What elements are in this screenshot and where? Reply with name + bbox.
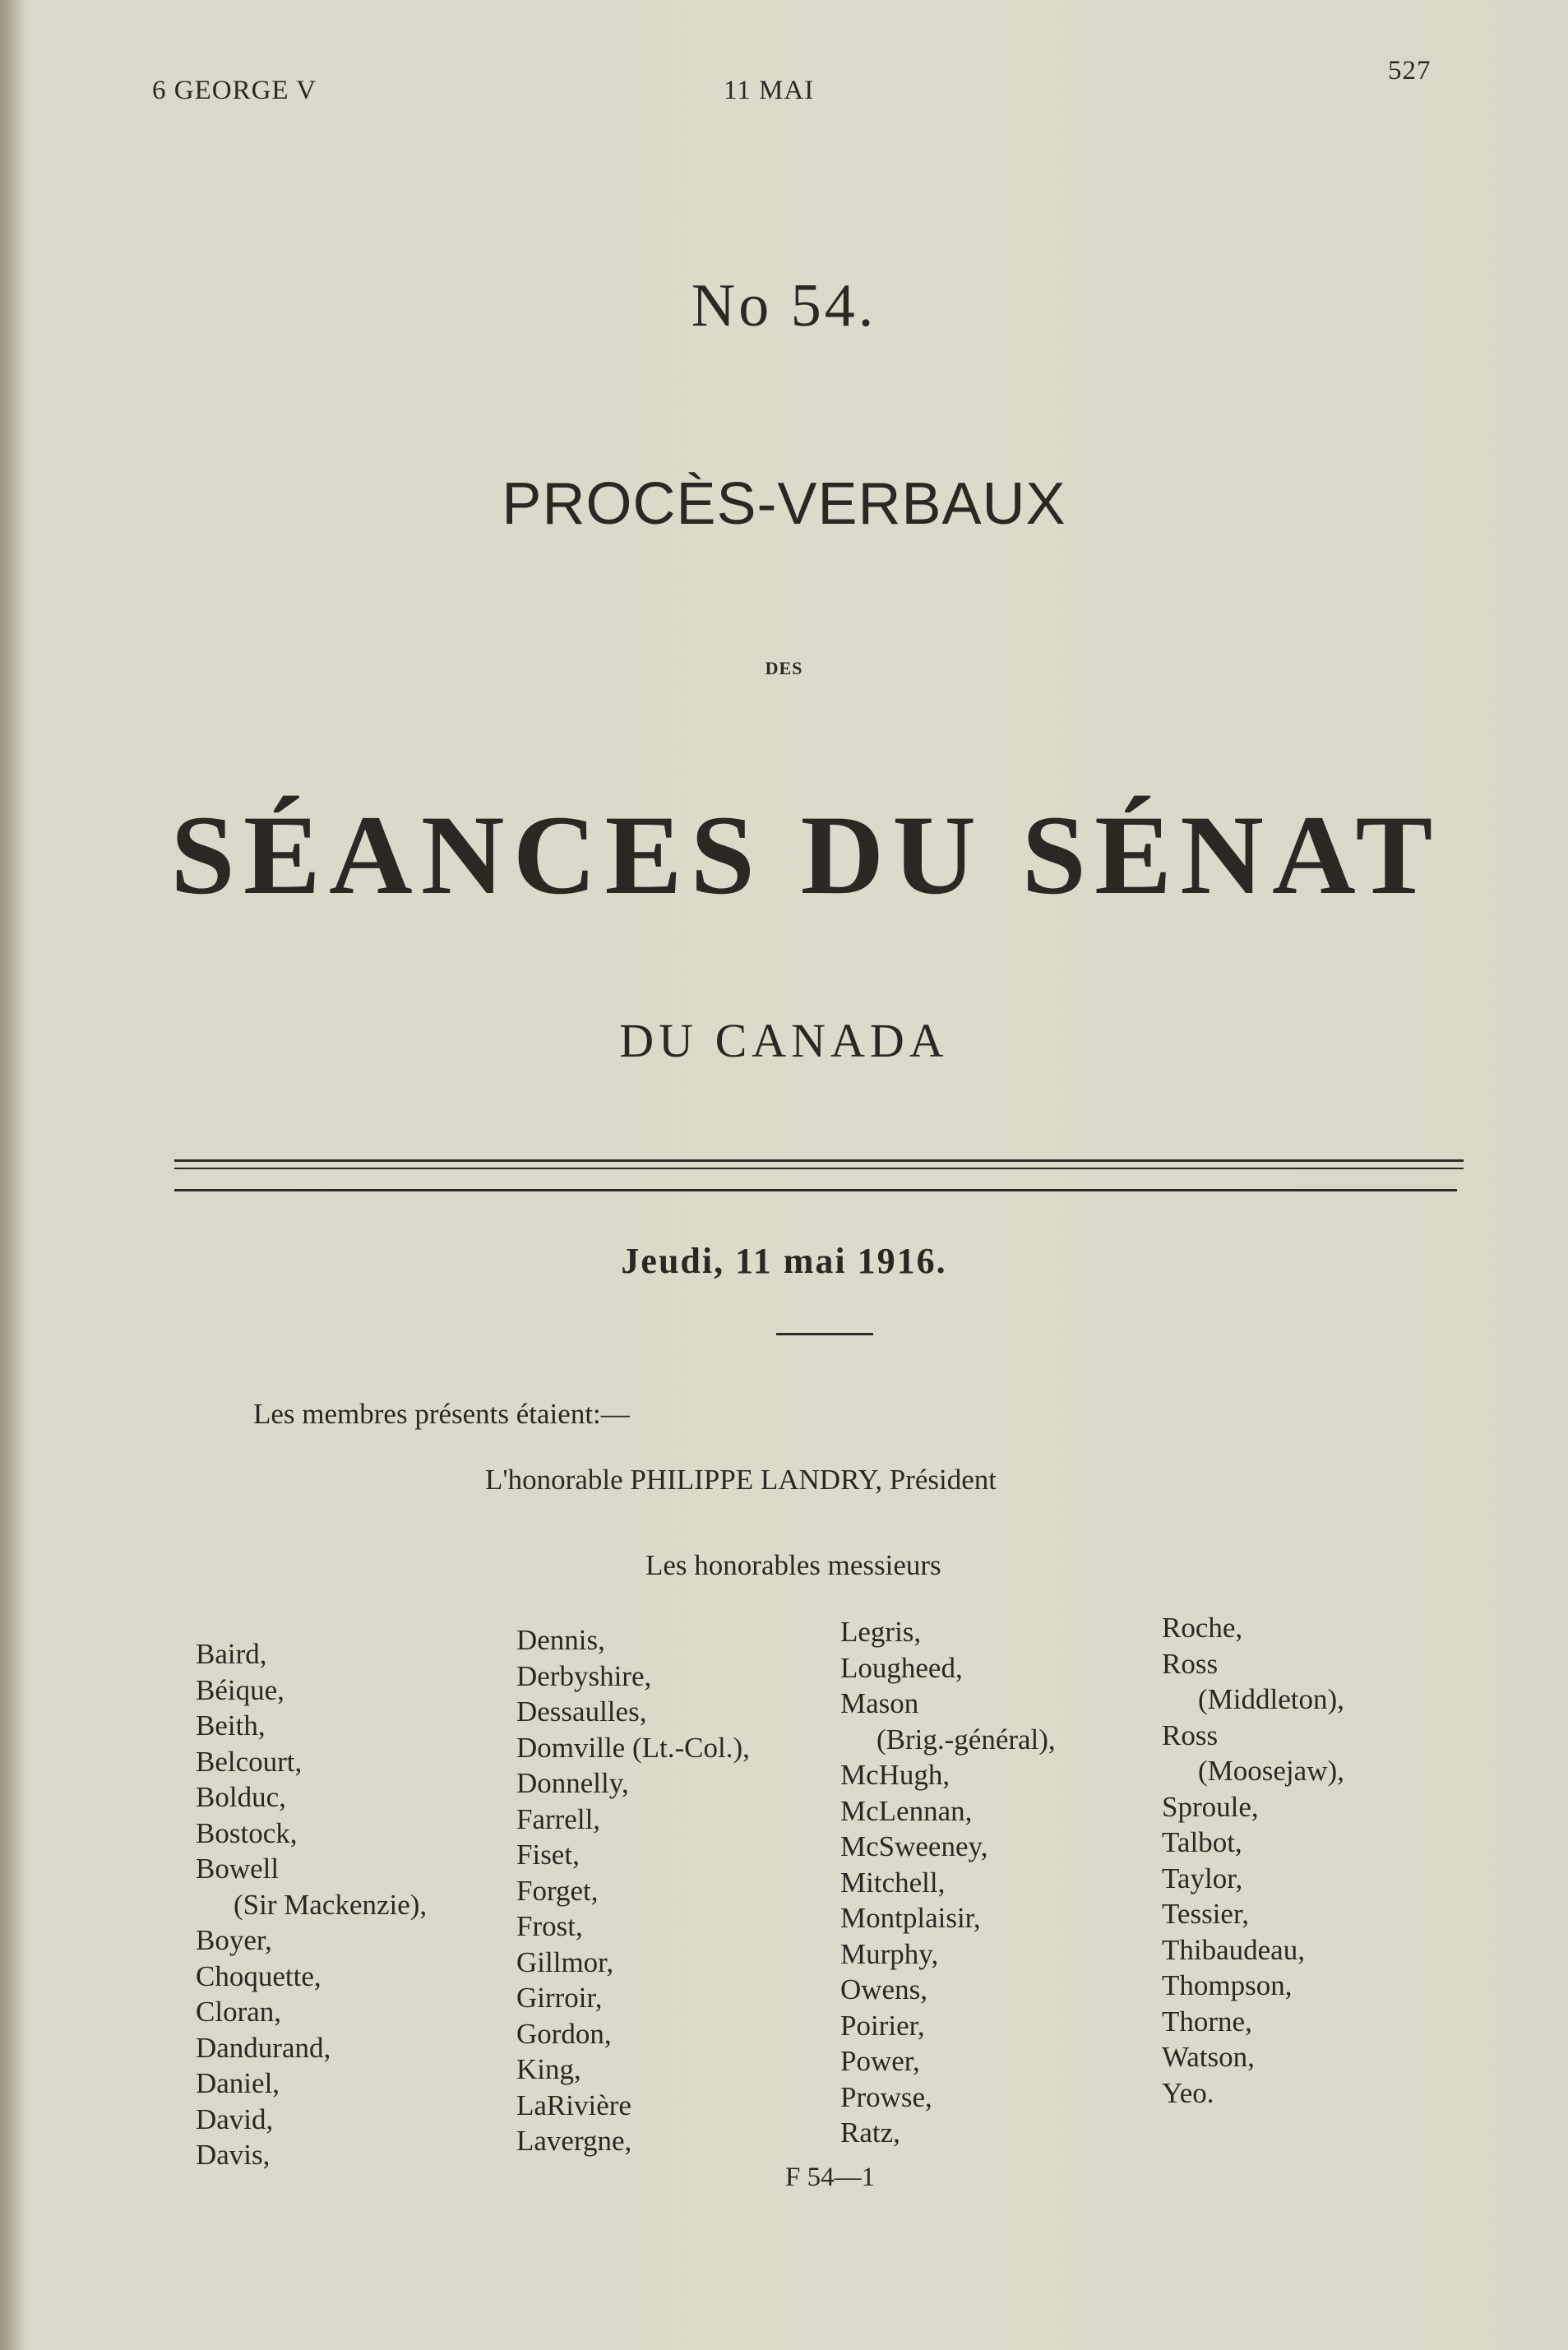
- page-number: 527: [1388, 56, 1432, 86]
- short-divider: [776, 1333, 873, 1335]
- member-name: Bostock,: [196, 1816, 298, 1849]
- member-name: Forget,: [516, 1874, 599, 1907]
- double-rule-bottom: [174, 1168, 1464, 1169]
- member-name: Owens,: [840, 1973, 927, 2005]
- member-name: Taylor,: [1162, 1862, 1243, 1894]
- member-name: Gillmor,: [516, 1945, 614, 1978]
- member-name: Legris,: [840, 1616, 922, 1648]
- member-name-continued: (Brig.-général),: [877, 1723, 1056, 1756]
- issue-number: No 54.: [691, 272, 877, 340]
- member-name: Davis,: [196, 2139, 271, 2171]
- member-name: Mitchell,: [840, 1866, 946, 1899]
- members-column-2: [516, 1622, 750, 2159]
- member-name: LaRivière: [516, 2089, 631, 2121]
- member-name: Roche,: [1162, 1612, 1243, 1644]
- session-date: Jeudi, 11 mai 1916.: [621, 1241, 947, 1281]
- member-name: Boyer,: [196, 1924, 272, 1956]
- member-name: Béique,: [196, 1673, 284, 1706]
- member-name: Bowell: [196, 1853, 280, 1885]
- member-name: Watson,: [1162, 2041, 1255, 2073]
- member-name: Lavergne,: [516, 2125, 632, 2157]
- member-name: David,: [196, 2103, 274, 2135]
- member-name: Montplaisir,: [840, 1902, 981, 1934]
- member-name: McHugh,: [840, 1759, 951, 1791]
- signature-mark: F 54—1: [785, 2163, 876, 2192]
- title-proces-verbaux: PROCÈS-VERBAUX: [502, 471, 1066, 537]
- double-rule-top: [174, 1159, 1464, 1162]
- member-name: McSweeney,: [840, 1830, 988, 1862]
- members-column-3: [840, 1614, 1056, 2151]
- member-name: Dessaulles,: [516, 1695, 647, 1728]
- member-name: Daniel,: [196, 2067, 280, 2099]
- member-name: Ross: [1162, 1719, 1219, 1751]
- member-name: Ross: [1162, 1647, 1219, 1680]
- members-column-4: [1162, 1610, 1344, 2111]
- president-line: L'honorable PHILIPPE LANDRY, Président: [485, 1464, 997, 1496]
- member-name: Gordon,: [516, 2017, 612, 2050]
- running-header-left: 6 GEORGE V: [152, 76, 317, 105]
- member-name: King,: [516, 2053, 581, 2085]
- member-name: Power,: [840, 2045, 920, 2077]
- member-name: Talbot,: [1162, 1826, 1242, 1858]
- member-name: Derbyshire,: [516, 1659, 652, 1692]
- member-name: Tessier,: [1162, 1898, 1249, 1930]
- member-name: Beith,: [196, 1709, 266, 1742]
- member-name-continued: (Moosejaw),: [1198, 1755, 1344, 1787]
- member-name: Poirier,: [840, 2009, 925, 2042]
- member-name: Murphy,: [840, 1937, 939, 1970]
- title-canada: DU CANADA: [619, 1014, 949, 1067]
- member-name: Frost,: [516, 1910, 583, 1942]
- member-name: Choquette,: [196, 1959, 321, 1992]
- member-name-continued: (Middleton),: [1198, 1683, 1344, 1715]
- title-des: DES: [765, 658, 803, 678]
- member-name: Ratz,: [840, 2116, 900, 2149]
- member-name: Mason: [840, 1687, 919, 1719]
- member-name: Fiset,: [516, 1839, 580, 1871]
- member-name: Thompson,: [1162, 1969, 1293, 2001]
- member-name: Bolduc,: [196, 1781, 286, 1813]
- member-name: Dennis,: [516, 1624, 605, 1656]
- member-name: Baird,: [196, 1638, 267, 1670]
- member-name-continued: (Sir Mackenzie),: [234, 1888, 428, 1921]
- member-name: Dandurand,: [196, 2031, 331, 2064]
- member-name: Sproule,: [1162, 1790, 1259, 1823]
- member-name: Thibaudeau,: [1162, 1933, 1305, 1966]
- member-name: Yeo.: [1162, 2076, 1214, 2109]
- member-name: Farrell,: [516, 1802, 601, 1835]
- member-name: Prowse,: [840, 2080, 932, 2113]
- member-name: Donnelly,: [516, 1767, 629, 1799]
- member-name: Thorne,: [1162, 2005, 1252, 2038]
- member-name: Belcourt,: [196, 1745, 303, 1778]
- honorables-heading: Les honorables messieurs: [645, 1549, 941, 1581]
- title-seances: SÉANCES DU SÉNAT: [170, 792, 1441, 918]
- member-name: Domville (Lt.-Col.),: [516, 1731, 750, 1764]
- page-gutter: [0, 0, 25, 2350]
- member-name: Lougheed,: [840, 1651, 963, 1684]
- members-column-1: [196, 1636, 427, 2173]
- member-name: McLennan,: [840, 1794, 973, 1827]
- running-header-date: 11 MAI: [724, 76, 815, 105]
- rule-thick: [174, 1189, 1457, 1191]
- member-name: Girroir,: [516, 1982, 603, 2014]
- member-name: Cloran,: [196, 1996, 282, 2028]
- members-intro: Les membres présents étaient:—: [253, 1398, 630, 1430]
